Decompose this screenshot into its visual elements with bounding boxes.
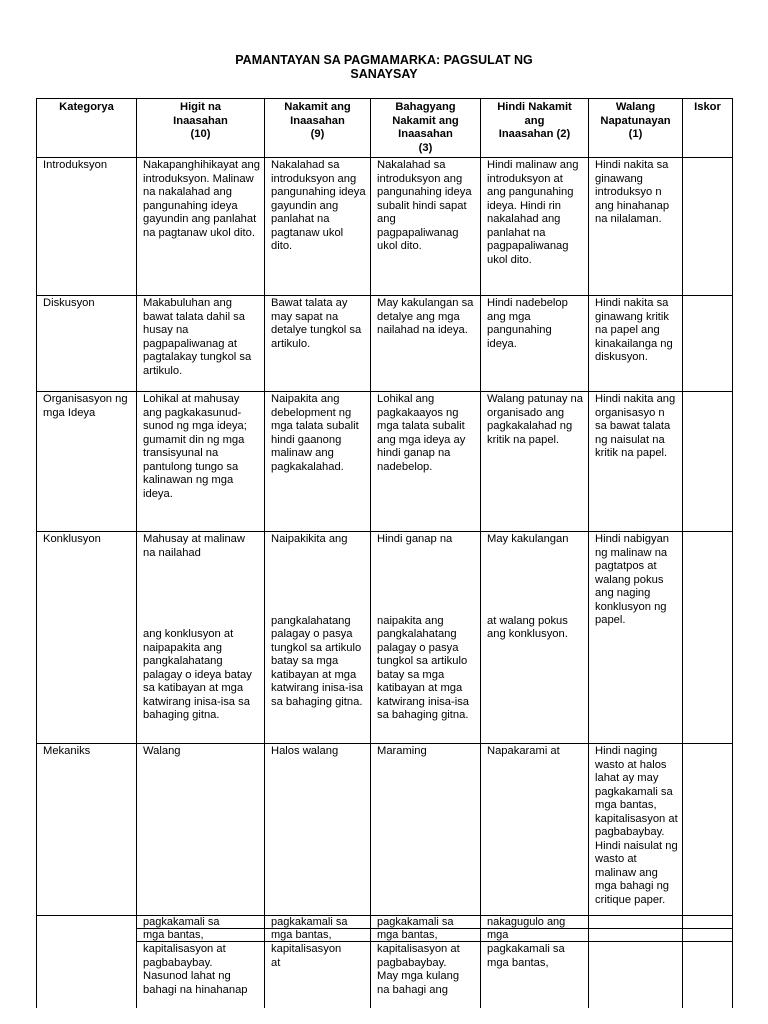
- criteria-cell-1: Hindi nakita ang organisasyo n sa bawat talata ng naisulat na kritik na papel.: [589, 392, 683, 532]
- criteria-cell-1: Hindi nabigyan ng malinaw na pagtatpos at walang pokus ang naging konklusyon ng papel.: [589, 532, 683, 744]
- criteria-cell-2: Hindi nadebelop ang mga pangunahing ideya.: [481, 296, 589, 392]
- criteria-text-top: Hindi ganap na: [377, 533, 453, 545]
- criteria-cell-1: Hindi naging wasto at halos lahat ay may pagkakamali sa mga bantas, kapitalisasyon at pagbabaybay. Hindi naisulat ng wasto at malinaw ang mga bahagi ng critique paper.: [589, 744, 683, 916]
- category-cell: Mekaniks: [37, 744, 137, 916]
- criteria-cell-3: Maraming: [371, 744, 481, 916]
- criteria-text-top: Naipakikita ang: [271, 533, 348, 545]
- criteria-cell-3: Nakalahad sa introduksyon ang pangunahing ideya subalit hindi sapat ang pagpapaliwanag ukol dito.: [371, 158, 481, 296]
- criteria-line-blank: [589, 916, 683, 929]
- header-hindi-nakamit: Hindi Nakamit ang Inaasahan (2): [481, 99, 589, 158]
- criteria-cell-10: Walang: [137, 744, 265, 916]
- table-row-mekaniks-cont-1: [37, 916, 733, 929]
- criteria-cell-9: Bawat talata ay may sapat na detalye tungkol sa artikulo.: [265, 296, 371, 392]
- criteria-cell-10: Lohikal at mahusay ang pagkakasunud-sunod ng mga ideya; gumamit din ng mga transisyunal na pantulong tungo sa kalinawan ng mga ideya.: [137, 392, 265, 532]
- score-cell[interactable]: [683, 929, 733, 942]
- table-row-mekaniks-cont-2: [37, 929, 733, 942]
- score-cell[interactable]: [683, 916, 733, 929]
- header-walang-napatunayan: Walang Napatunayan (1): [589, 99, 683, 158]
- criteria-cell-3: Lohikal ang pagkakaayos ng mga talata subalit ang mga ideya ay hindi ganap na nadebelop.: [371, 392, 481, 532]
- category-cell-blank: [37, 942, 137, 1009]
- criteria-cell-1: Hindi nakita sa ginawang introduksyo n ang hinahanap na nilalaman.: [589, 158, 683, 296]
- criteria-cell-2: [481, 532, 589, 744]
- document-title: [0, 53, 768, 81]
- table-row-konklusyon: [37, 532, 733, 744]
- criteria-cell-9: [265, 532, 371, 744]
- criteria-cell-2: Walang patunay na organisado ang pagkakalahad ng kritik na papel.: [481, 392, 589, 532]
- title-line-1: PAMANTAYAN SA PAGMAMARKA: PAGSULAT NG: [235, 53, 533, 67]
- criteria-lines: kapitalisasyon at pagbabaybay. Nasunod lahat ng bahagi na hinahanap: [137, 942, 265, 1009]
- criteria-line: pagkakamali sa: [137, 916, 265, 929]
- criteria-text-bottom: pangkalahatang palagay o pasya tungkol sa artikulo batay sa mga katibayan at mga katwirang inisa-isa sa bahaging gitna.: [271, 614, 364, 708]
- header-iskor: Iskor: [683, 99, 733, 158]
- header-kategorya: Kategorya: [37, 99, 137, 158]
- criteria-line: mga: [481, 929, 589, 942]
- criteria-line: pagkakamali sa: [265, 916, 371, 929]
- criteria-cell-10: Nakapanghihikayat ang introduksyon. Malinaw na nakalahad ang pangunahing ideya gayundin ang panlahat na pagtanaw ukol dito.: [137, 158, 265, 296]
- table-row-organisasyon: [37, 392, 733, 532]
- category-cell: Organisasyon ng mga Ideya: [37, 392, 137, 532]
- criteria-line: mga bantas,: [265, 929, 371, 942]
- criteria-cell-9: Halos walang: [265, 744, 371, 916]
- rubric-table: [36, 98, 733, 1008]
- criteria-cell-2: Napakarami at: [481, 744, 589, 916]
- table-row-mekaniks-cont-3: [37, 942, 733, 1009]
- header-higit-na-inaasahan: Higit na Inaasahan (10): [137, 99, 265, 158]
- criteria-line: pagkakamali sa: [371, 916, 481, 929]
- criteria-line: mga bantas,: [371, 929, 481, 942]
- criteria-cell-9: Nakalahad sa introduksyon ang pangunahing ideya gayundin ang panlahat na pagtanaw ukol dito.: [265, 158, 371, 296]
- criteria-cell-2: Hindi malinaw ang introduksyon at ang pangunahing ideya. Hindi rin nakalahad ang panlahat na pagpapaliwanag ukol dito.: [481, 158, 589, 296]
- criteria-lines: kapitalisasyon at: [265, 942, 371, 1009]
- criteria-line: nakagugulo ang: [481, 916, 589, 929]
- criteria-cell-3: [371, 532, 481, 744]
- criteria-text-bottom: ang konklusyon at naipapakita ang pangkalahatang palagay o ideya batay sa katibayan at mga katwirang inisa-isa sa bahaging gitna.: [143, 628, 252, 721]
- criteria-text-bottom: at walang pokus ang konklusyon.: [487, 614, 568, 640]
- criteria-line: mga bantas,: [137, 929, 265, 942]
- criteria-line-blank: [589, 929, 683, 942]
- header-nakamit-ang-inaasahan: Nakamit ang Inaasahan (9): [265, 99, 371, 158]
- score-cell[interactable]: [683, 392, 733, 532]
- criteria-line-blank: [589, 942, 683, 1009]
- criteria-text-top: May kakulangan: [487, 533, 569, 545]
- category-cell: Diskusyon: [37, 296, 137, 392]
- category-cell: Introduksyon: [37, 158, 137, 296]
- criteria-text-top: Mahusay at malinaw na nailahad: [143, 533, 245, 559]
- score-cell[interactable]: [683, 296, 733, 392]
- criteria-cell-10: [137, 532, 265, 744]
- category-cell-blank: [37, 929, 137, 942]
- table-row-mekaniks: [37, 744, 733, 916]
- score-cell[interactable]: [683, 942, 733, 1009]
- category-cell-blank: [37, 916, 137, 929]
- title-line-2: SANAYSAY: [350, 67, 418, 81]
- category-cell: Konklusyon: [37, 532, 137, 744]
- criteria-cell-10: Makabuluhan ang bawat talata dahil sa husay na pagpapaliwanag at pagtalakay tungkol sa artikulo.: [137, 296, 265, 392]
- header-bahagyang-nakamit: Bahagyang Nakamit ang Inaasahan (3): [371, 99, 481, 158]
- score-cell[interactable]: [683, 532, 733, 744]
- criteria-cell-9: Naipakita ang debelopment ng mga talata subalit hindi gaanong malinaw ang pagkakalahad.: [265, 392, 371, 532]
- table-row-introduksyon: [37, 158, 733, 296]
- header-row: [37, 99, 733, 158]
- table-row-diskusyon: [37, 296, 733, 392]
- criteria-lines: pagkakamali sa mga bantas,: [481, 942, 589, 1009]
- score-cell[interactable]: [683, 744, 733, 916]
- criteria-lines: kapitalisasyon at pagbabaybay. May mga kulang na bahagi ang: [371, 942, 481, 1009]
- criteria-text-bottom: naipakita ang pangkalahatang palagay o pasya tungkol sa artikulo batay sa mga katibayan at mga katwirang inisa-isa sa bahaging gitna.: [377, 614, 470, 721]
- criteria-cell-3: May kakulangan sa detalye ang mga nailahad na ideya.: [371, 296, 481, 392]
- score-cell[interactable]: [683, 158, 733, 296]
- criteria-cell-1: Hindi nakita sa ginawang kritik na papel ang kinakailanga ng diskusyon.: [589, 296, 683, 392]
